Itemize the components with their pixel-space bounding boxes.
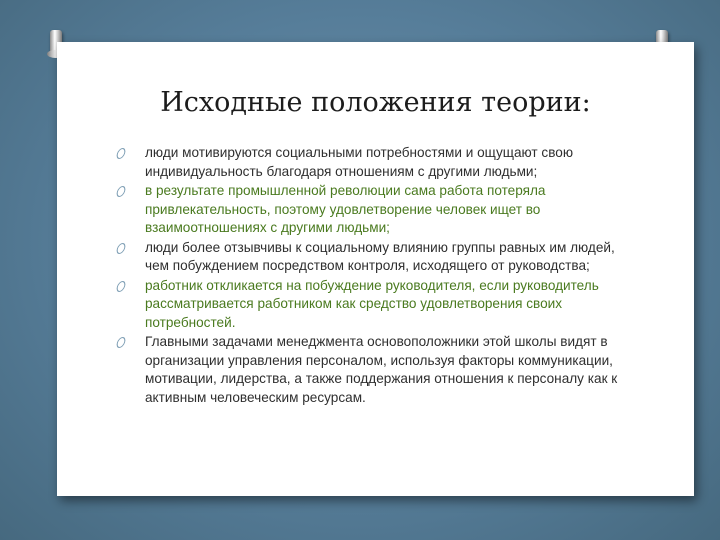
- slide-card: [57, 42, 694, 496]
- bullet-text: Главными задачами менеджмента основоположники этой школы видят в организации управления персоналом, используя факторы коммуникации, мотивации, лидерства, а также поддержания отношения к персоналу как к активным человеческим ресурсам.: [145, 334, 618, 405]
- bullet-text: люди мотивируются социальными потребностями и ощущают свою индивидуальность благодаря отношениям с другими людьми;: [145, 145, 574, 179]
- bullet-text: работник откликается на побуждение руководителя, если руководитель рассматривается работником как средство удовлетворения своих потребностей.: [145, 277, 599, 330]
- slide-title: Исходные положения теории:: [160, 87, 591, 118]
- bullet-item: [117, 239, 627, 276]
- bullet-text: в результате промышленной революции сама работа потеряла привлекательность, поэтому удовлетворение человек ищет во взаимоотношениях с другими людьми;: [145, 183, 546, 235]
- hollow-circle-icon: [115, 148, 127, 159]
- bullet-item: [117, 182, 627, 238]
- bullet-item: [117, 333, 627, 407]
- hollow-circle-icon: [115, 243, 127, 254]
- bullet-item: [117, 277, 627, 333]
- hollow-circle-icon: [115, 281, 127, 292]
- bullet-list: [117, 144, 627, 408]
- hollow-circle-icon: [115, 186, 127, 197]
- hollow-circle-icon: [115, 337, 127, 348]
- bullet-item: [117, 144, 627, 181]
- bullet-text: люди более отзывчивы к социальному влиянию группы равных им людей, чем побуждением посредством контроля, исходящего от руководства;: [145, 239, 615, 273]
